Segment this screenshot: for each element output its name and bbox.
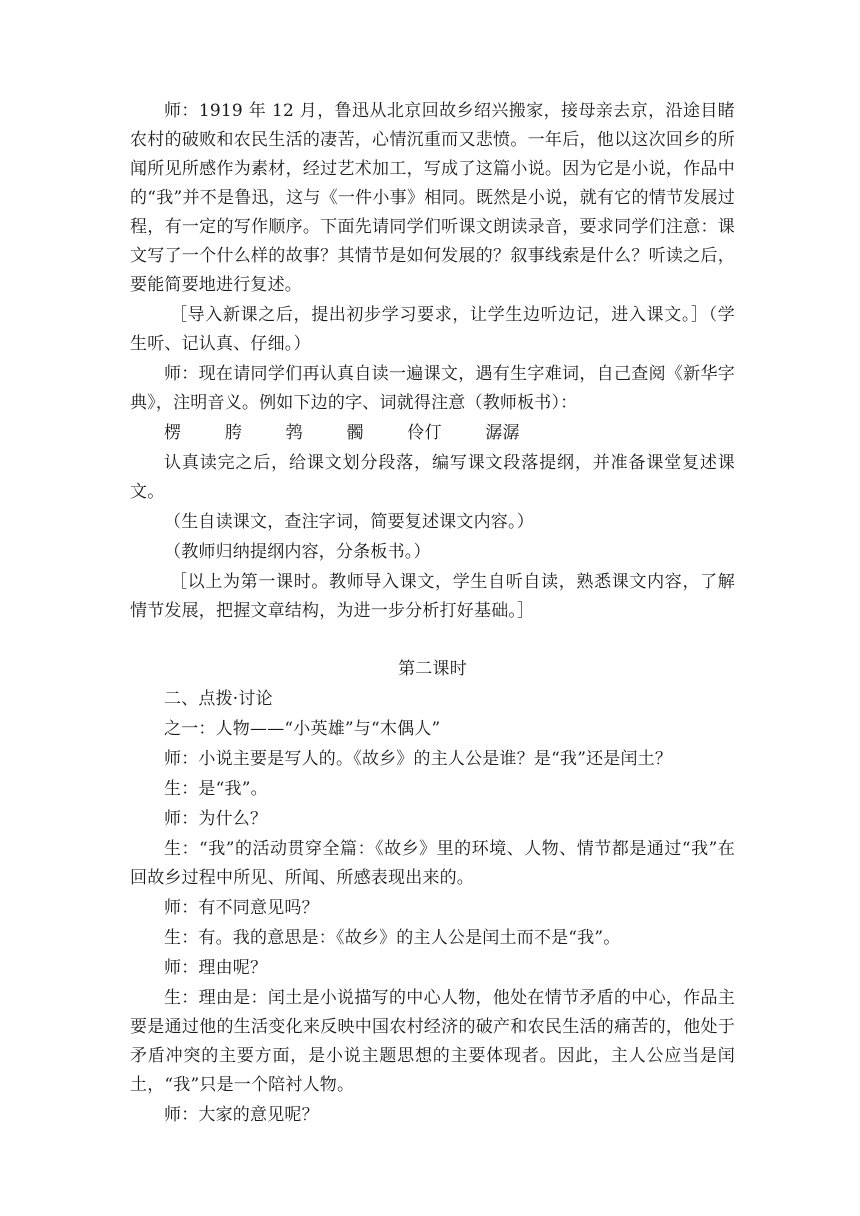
vocabulary-item: 潺潺 (485, 423, 520, 443)
paragraph-teacher-activity: （教师归纳提纲内容，分条板书。） (164, 542, 431, 562)
vocabulary-item: 伶仃 (407, 423, 442, 443)
paragraph-note-intro: ［导入新课之后，提出初步学习要求，让学生边听边记，进入课文。］（学生听、记认真、仔细。） (130, 305, 735, 354)
paragraph-teacher-reading: 师：现在请同学们再认真自读一遍课文，遇有生字难词，自己查阅《新华字典》，注明音义。例如下边的字、词就得注意（教师板书）： (130, 364, 735, 413)
vocabulary-item: 楞 (164, 423, 182, 443)
dialogue-line: 师：为什么？ (164, 809, 268, 829)
vocabulary-item: 胯 (224, 423, 243, 443)
vocabulary-item: 髑 (346, 423, 364, 443)
paragraph-instructions: 认真读完之后，给课文划分段落，编写课文段落提纲，并准备课堂复述课文。 (130, 453, 735, 502)
dialogue-line: 生：是“我”。 (164, 779, 268, 799)
dialogue-line: 师：有不同意见吗？ (164, 898, 319, 918)
dialogue-line: 师：大家的意见呢？ (164, 1105, 319, 1125)
paragraph-teacher-intro: 师：1919 年 12 月，鲁迅从北京回故乡绍兴搬家，接母亲去京，沿途目睹农村的破败和农民生活的凄苦，心情沉重而又悲愤。一年后，他以这次回乡的所闻所见所感作为素材，经过艺术加工，写成了这篇小说。因为它是小说，作品中的“我”并不是鲁迅，这与《一件小事》相同。既然是小说，就有它的情节发展过程，有一定的写作顺序。下面先请同学们听课文朗读录音，要求同学们注意：课文写了一个什么样的故事？其情节是如何发展的？叙事线索是什么？听读之后，要能简要地进行复述。 (130, 101, 735, 295)
dialogue-line: 师：小说主要是写人的。《故乡》的主人公是谁？是“我”还是闰土？ (164, 749, 673, 769)
subsection-heading: 之一：人物——“小英雄”与“木偶人” (164, 719, 441, 739)
dialogue-line: 生：有。我的意思是：《故乡》的主人公是闰土而不是“我”。 (164, 928, 621, 948)
section-heading: 二、点拨·讨论 (164, 689, 273, 709)
document-body (130, 97, 735, 1131)
dialogue-line: 师：理由呢？ (164, 958, 268, 978)
paragraph-note-summary: ［以上为第一课时。教师导入课文，学生自听自读，熟悉课文内容，了解情节发展，把握文章结构，为进一步分析打好基础。］ (130, 572, 735, 621)
dialogue-line: 生：“我”的活动贯穿全篇：《故乡》里的环境、人物、情节都是通过“我”在回故乡过程中所见、所闻、所感表现出来的。 (130, 839, 735, 888)
vocabulary-item: 鹁 (285, 423, 303, 443)
dialogue-line: 生：理由是：闰土是小说描写的中心人物，他处在情节矛盾的中心，作品主要是通过他的生活变化来反映中国农村经济的破产和农民生活的痛苦的，他处于矛盾冲突的主要方面，是小说主题思想的主要体现者。因此，主人公应当是闰土，“我”只是一个陪衬人物。 (130, 988, 735, 1095)
paragraph-student-activity: （生自读课文，查注字词，简要复述课文内容。） (164, 512, 534, 532)
vocabulary-list (130, 419, 735, 448)
lesson-heading: 第二课时 (398, 659, 467, 679)
